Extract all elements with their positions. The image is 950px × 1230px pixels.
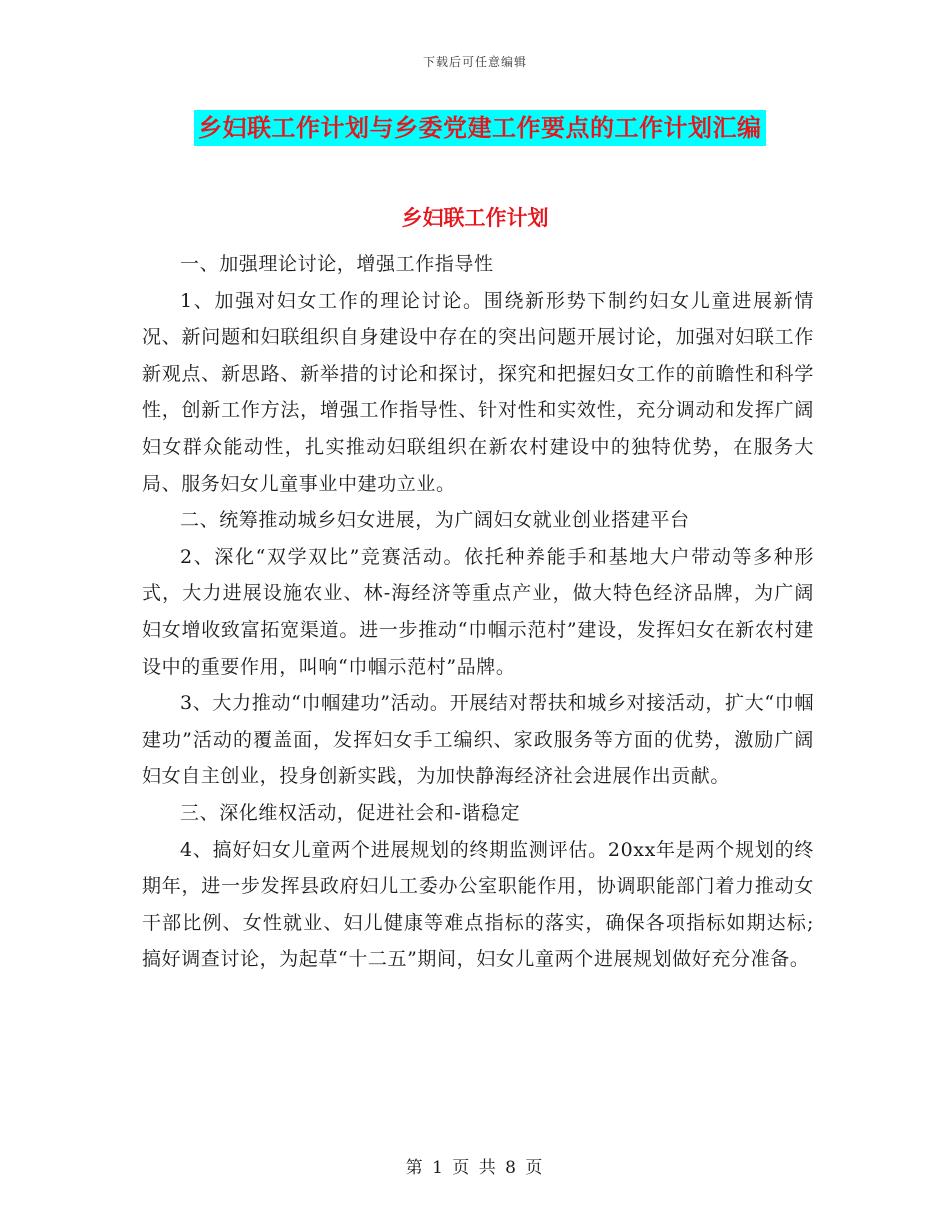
paragraph-4: 4、搞好妇女儿童两个进展规划的终期监测评估。20xx年是两个规划的终期年，进一步发挥县政府妇儿工委办公室职能作用，协调职能部门着力推动女干部比例、女性就业、妇儿健康等难点指标的落实，确保各项指标如期达标;搞好调查讨论，为起草“十二五”期间，妇女儿童两个进展规划做好充分准备。 [142, 838, 814, 971]
page-footer: 第 1 页 共 8 页 [405, 1158, 545, 1178]
heading-2: 二、统筹推动城乡妇女进展，为广阔妇女就业创业搭建平台 [180, 509, 690, 532]
header-note: 下载后可任意编辑 [422, 55, 527, 69]
paragraph-1: 1、加强对妇女工作的理论讨论。围绕新形势下制约妇女儿童进展新情况、新问题和妇联组织自身建设中存在的突出问题开展讨论，加强对妇联工作新观点、新思路、新举措的讨论和探讨，探究和把握妇女工作的前瞻性和科学性，创新工作方法，增强工作指导性、针对性和实效性，充分调动和发挥广阔妇女群众能动性，扎实推动妇联组织在新农村建设中的独特优势，在服务大局、服务妇女儿童事业中建功立业。 [142, 289, 814, 495]
paragraph-2: 2、深化“双学双比”竞赛活动。依托种养能手和基地大户带动等多种形式，大力进展设施农业、林-海经济等重点产业，做大特色经济品牌，为广阔妇女增收致富拓宽渠道。进一步推动“巾帼示范村”建设，发挥妇女在新农村建设中的重要作用，叫响“巾帼示范村”品牌。 [142, 545, 814, 678]
section-title: 乡妇联工作计划 [401, 205, 549, 230]
heading-1: 一、加强理论讨论，增强工作指导性 [180, 253, 494, 275]
paragraph-3: 3、大力推动“巾帼建功”活动。开展结对帮扶和城乡对接活动，扩大“巾帼建功”活动的覆盖面，发挥妇女手工编织、家政服务等方面的优势，激励广阔妇女自主创业，投身创新实践，为加快静海经济社会进展作出贡献。 [142, 692, 814, 788]
document-body [142, 246, 814, 978]
heading-3: 三、深化维权活动，促进社会和-谐稳定 [180, 801, 521, 824]
document-title: 乡妇联工作计划与乡委党建工作要点的工作计划汇编 [194, 110, 766, 146]
